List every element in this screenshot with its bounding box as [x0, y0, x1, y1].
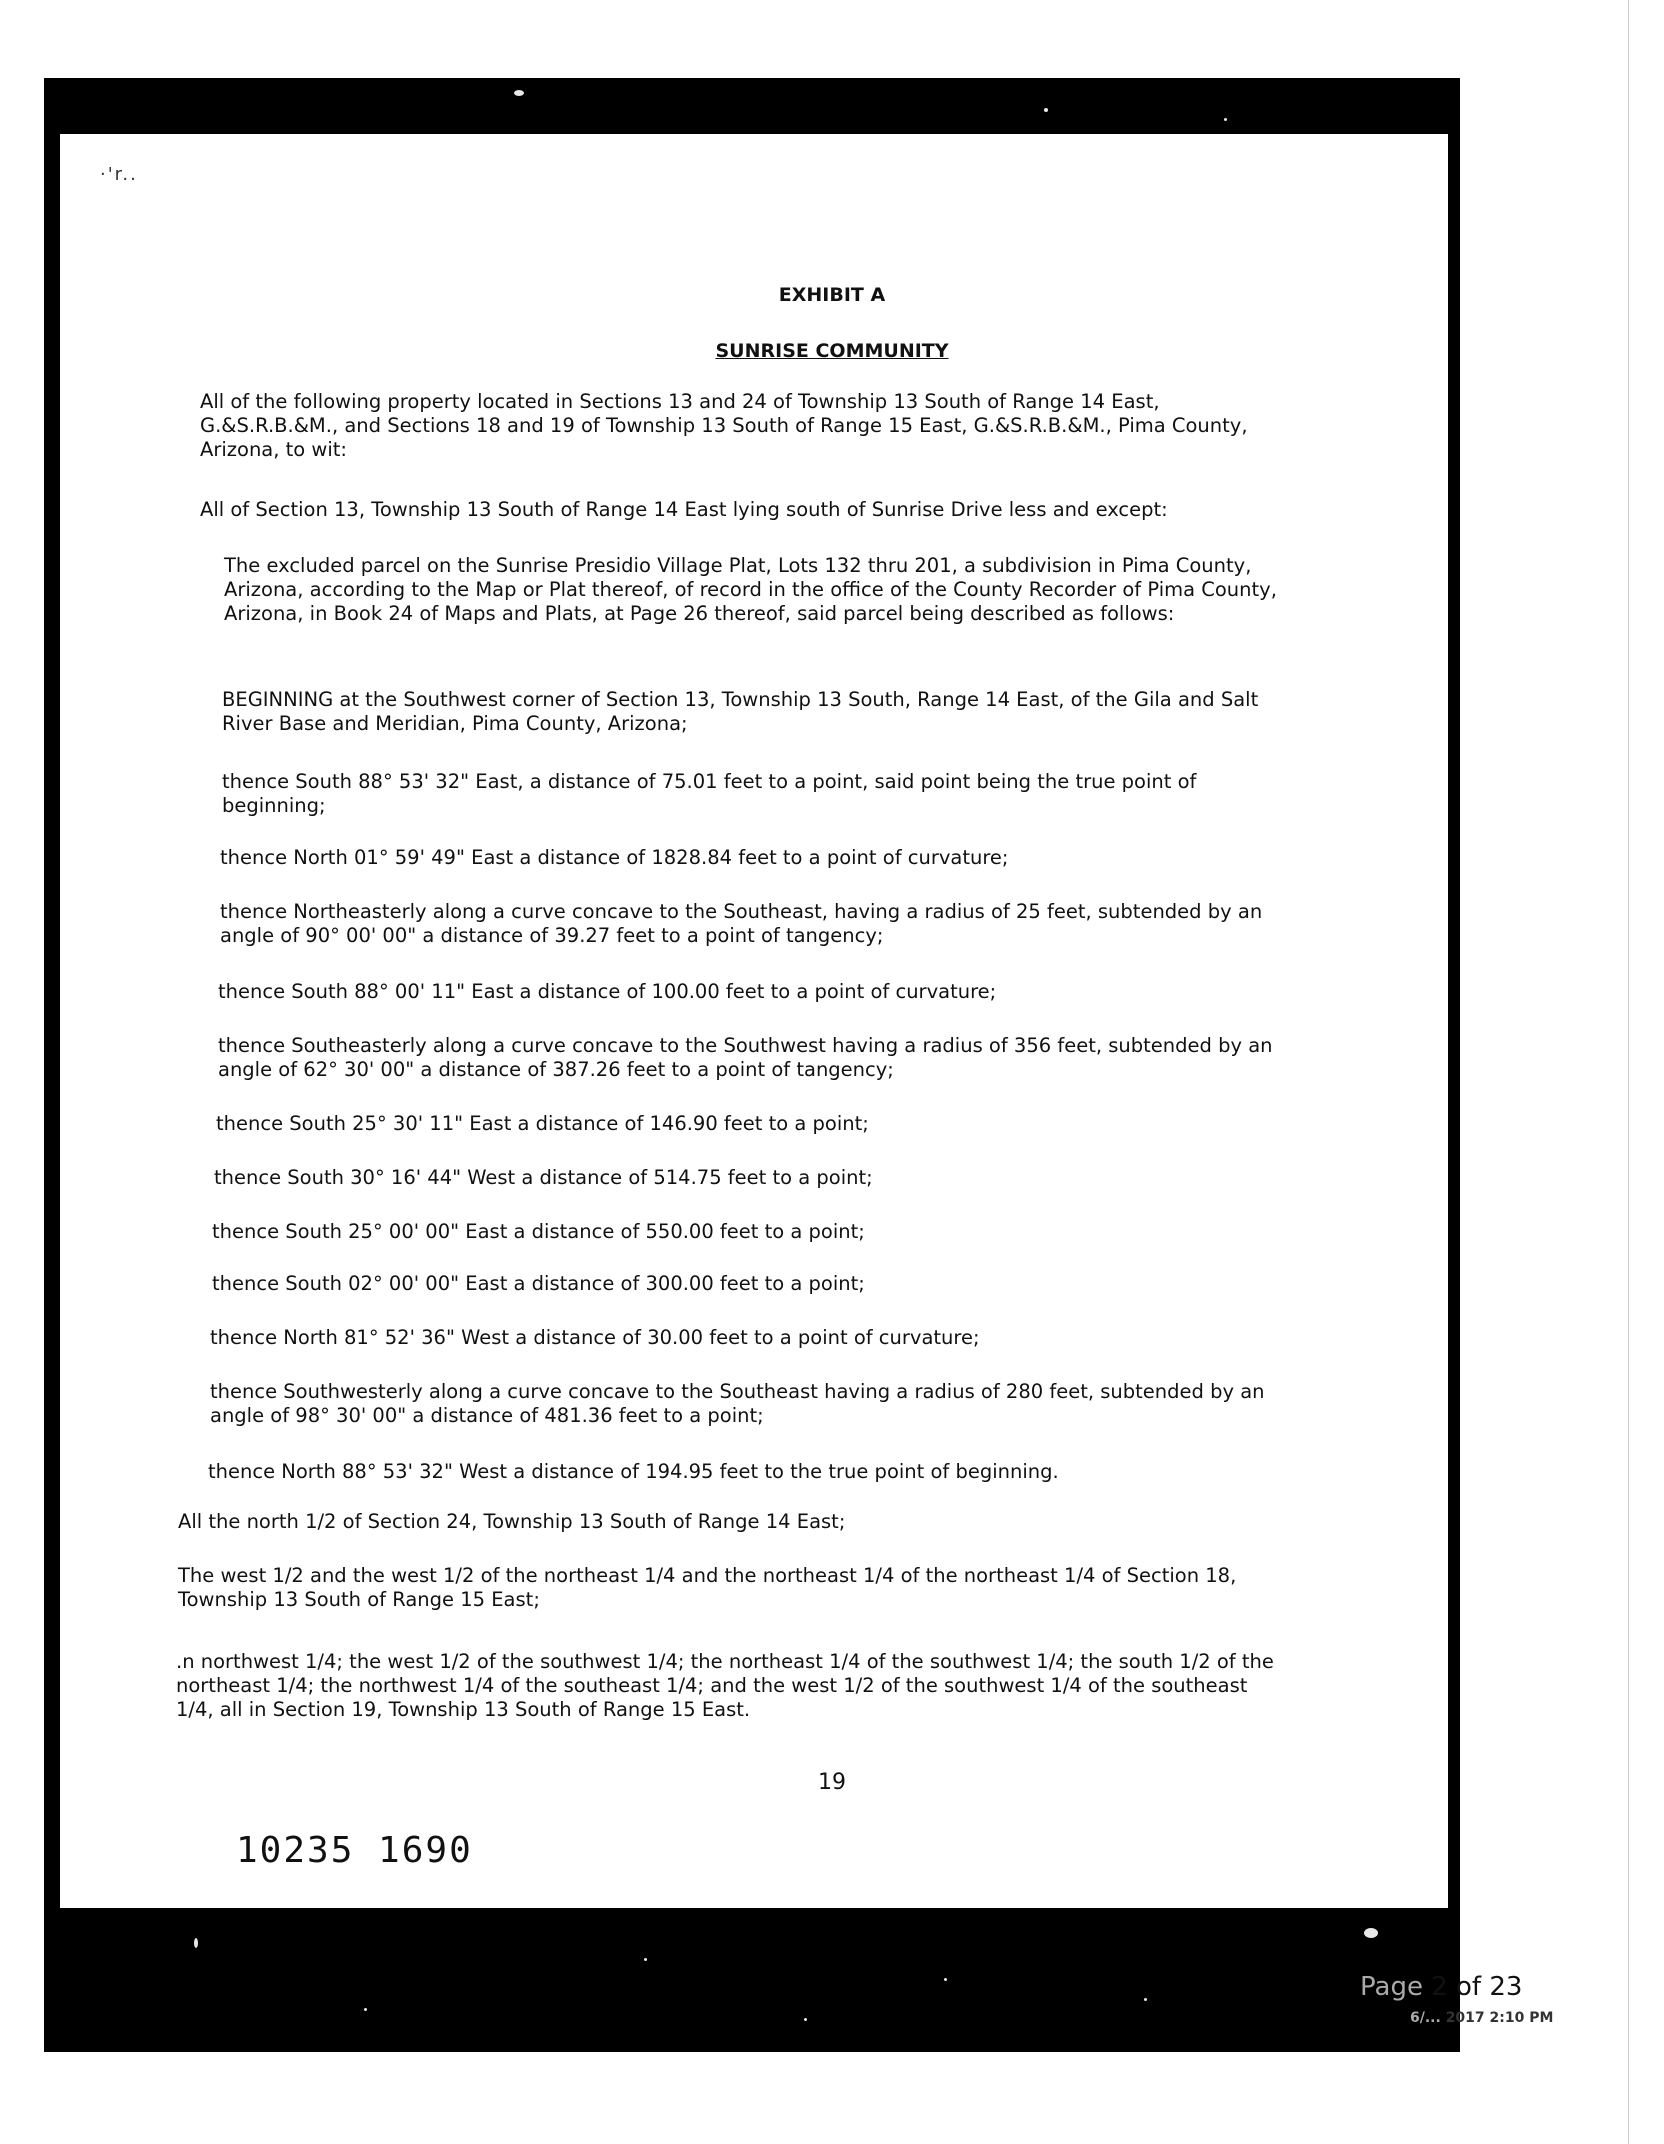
paragraph-intro: All of the following property located in Sections 13 and 24 of Township 13 South of Range 14 East, G.&S.R.B.&M., and Sections 18 and 19 of Township 13 South of Range 15 East, G.&S.R.B.&M., Pima County, Arizona, to wit:	[200, 390, 1248, 461]
timestamp-prefix: 6/...	[1410, 2010, 1446, 2026]
paragraph-course: thence North 88° 53' 32" West a distance of 194.95 feet to the true point of beginning.	[208, 1460, 1059, 1483]
scan-speck	[1144, 1998, 1147, 2001]
exhibit-title: EXHIBIT A	[778, 284, 886, 306]
paragraph-excluded-parcel: The excluded parcel on the Sunrise Presidio Village Plat, Lots 132 thru 201, a subdivision in Pima County, Arizona, according to the Map or Plat thereof, of record in the office of the County Recorder of Pima County, Arizona, in Book 24 of Maps and Plats, at Page 26 thereof, said parcel being described as follows:	[224, 554, 1277, 625]
paragraph-course: thence South 88° 00' 11" East a distance of 100.00 feet to a point of curvature;	[218, 980, 997, 1003]
paragraph-beginning: BEGINNING at the Southwest corner of Section 13, Township 13 South, Range 14 East, of the Gila and Salt River Base and Meridian, Pima County, Arizona;	[222, 688, 1259, 735]
scan-speck	[514, 90, 524, 96]
page-edge-rule	[1628, 0, 1629, 2144]
exhibit-subtitle: SUNRISE COMMUNITY	[715, 340, 949, 362]
paragraph-course: thence North 01° 59' 49" East a distance of 1828.84 feet to a point of curvature;	[220, 846, 1009, 869]
page-counter-prefix: Page	[1360, 1972, 1432, 2002]
paragraph-course: thence Southwesterly along a curve concave to the Southeast having a radius of 280 feet, subtended by an angle of 98° 30' 00" a distance of 481.36 feet to a point;	[210, 1380, 1265, 1427]
paragraph-course: thence Southeasterly along a curve concave to the Southwest having a radius of 356 feet, subtended by an angle of 62° 30' 00" a distance of 387.26 feet to a point of tangency;	[218, 1034, 1273, 1081]
scan-speck	[804, 2018, 807, 2021]
paragraph-section-19: .n northwest 1/4; the west 1/2 of the southwest 1/4; the northeast 1/4 of the southwest 1/4; the south 1/2 of the northeast 1/4; the northwest 1/4 of the southeast 1/4; and the west 1/2 of the southwest 1/4 of the southeast 1/4, all in Section 19, Township 13 South of Range 15 East.	[176, 1650, 1274, 1721]
paragraph-course: thence South 25° 00' 00" East a distance of 550.00 feet to a point;	[212, 1220, 865, 1243]
page-number: 19	[818, 1770, 846, 1795]
book-page-stamp: 10235 1690	[236, 1830, 473, 1871]
scan-speck	[1044, 108, 1048, 112]
paragraph-section-13: All of Section 13, Township 13 South of Range 14 East lying south of Sunrise Drive less and except:	[200, 498, 1168, 521]
paragraph-course: thence South 02° 00' 00" East a distance of 300.00 feet to a point;	[212, 1272, 865, 1295]
print-timestamp	[1410, 2010, 1553, 2026]
paragraph-course: thence North 81° 52' 36" West a distance of 30.00 feet to a point of curvature;	[210, 1326, 980, 1349]
corner-mark: ·'r..	[100, 164, 138, 185]
paragraph-course: thence Northeasterly along a curve concave to the Southeast, having a radius of 25 feet, subtended by an angle of 90° 00' 00" a distance of 39.27 feet to a point of tangency;	[220, 900, 1263, 947]
scan-speck	[1364, 1928, 1378, 1938]
page-counter	[1360, 1972, 1522, 2002]
scan-speck	[1224, 118, 1227, 121]
scan-speck	[644, 1958, 647, 1961]
paragraph-course: thence South 25° 30' 11" East a distance of 146.90 feet to a point;	[216, 1112, 869, 1135]
page-counter-text: 2 of 23	[1431, 1972, 1523, 2002]
scan-speck	[944, 1978, 947, 1981]
scan-speck	[194, 1938, 198, 1948]
paragraph-course: thence South 88° 53' 32" East, a distance of 75.01 feet to a point, said point being the true point of beginning;	[222, 770, 1197, 817]
timestamp-text: 2017 2:10 PM	[1445, 2010, 1554, 2026]
paragraph-section-18: The west 1/2 and the west 1/2 of the northeast 1/4 and the northeast 1/4 of the northeast 1/4 of Section 18, Township 13 South of Range 15 East;	[178, 1564, 1237, 1611]
paragraph-course: thence South 30° 16' 44" West a distance of 514.75 feet to a point;	[214, 1166, 873, 1189]
paragraph-section-24: All the north 1/2 of Section 24, Township 13 South of Range 14 East;	[178, 1510, 846, 1533]
scan-speck	[364, 2008, 367, 2011]
